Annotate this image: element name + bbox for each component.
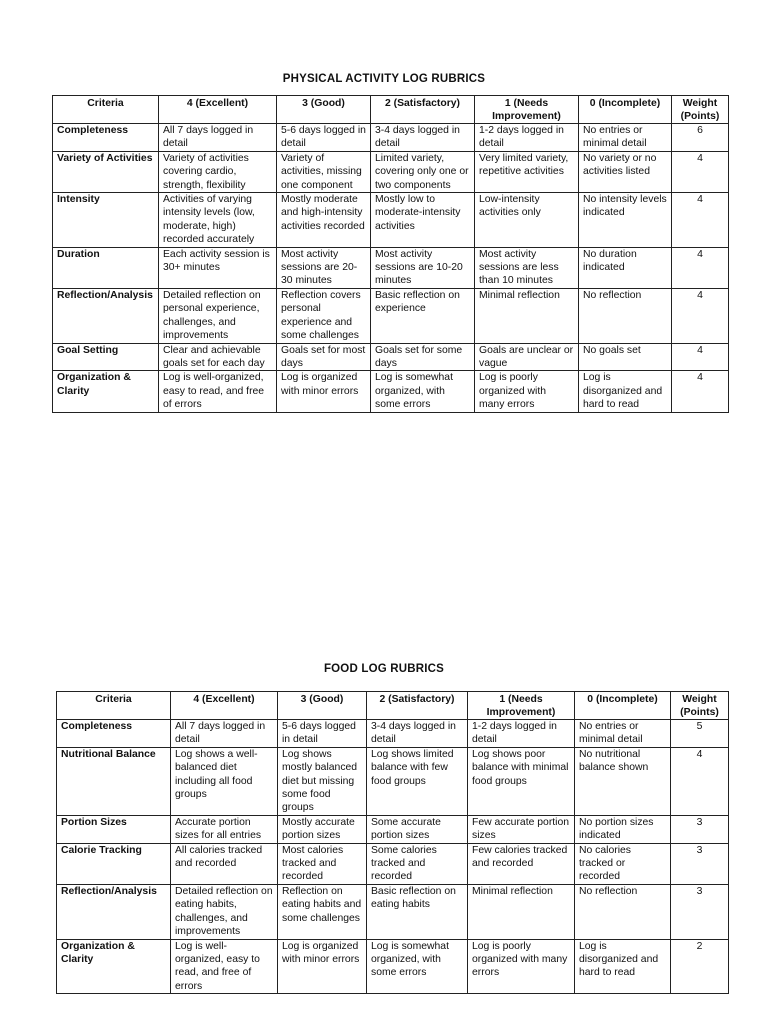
incomplete-cell: No entries or minimal detail xyxy=(575,720,671,748)
header-satisfactory: 2 (Satisfactory) xyxy=(371,96,475,124)
good-cell: Log is organized with minor errors xyxy=(277,371,371,412)
excellent-cell: Log is well-organized, easy to read, and free of errors xyxy=(171,939,278,994)
good-cell: 5-6 days logged in detail xyxy=(277,124,371,152)
header-incomplete: 0 (Incomplete) xyxy=(575,692,671,720)
incomplete-cell: Log is disorganized and hard to read xyxy=(579,371,672,412)
needs-improvement-cell: Minimal reflection xyxy=(475,288,579,343)
needs-improvement-cell: Log is poorly organized with many errors xyxy=(475,371,579,412)
criteria-cell: Completeness xyxy=(57,720,171,748)
excellent-cell: Log shows a well-balanced diet including all food groups xyxy=(171,747,278,815)
criteria-cell: Portion Sizes xyxy=(57,815,171,843)
good-cell: Most calories tracked and recorded xyxy=(278,843,367,884)
excellent-cell: All 7 days logged in detail xyxy=(171,720,278,748)
needs-improvement-cell: Low-intensity activities only xyxy=(475,193,579,248)
header-excellent: 4 (Excellent) xyxy=(159,96,277,124)
table-row xyxy=(53,193,729,248)
satisfactory-cell: Log is somewhat organized, with some errors xyxy=(367,939,468,994)
criteria-cell: Nutritional Balance xyxy=(57,747,171,815)
excellent-cell: Variety of activities covering cardio, strength, flexibility xyxy=(159,151,277,192)
excellent-cell: Detailed reflection on personal experience, challenges, and improvements xyxy=(159,288,277,343)
satisfactory-cell: Mostly low to moderate-intensity activities xyxy=(371,193,475,248)
header-excellent: 4 (Excellent) xyxy=(171,692,278,720)
weight-cell: 3 xyxy=(671,884,729,939)
excellent-cell: All calories tracked and recorded xyxy=(171,843,278,884)
header-satisfactory: 2 (Satisfactory) xyxy=(367,692,468,720)
header-good: 3 (Good) xyxy=(277,96,371,124)
good-cell: Variety of activities, missing one component xyxy=(277,151,371,192)
header-weight: Weight (Points) xyxy=(671,692,729,720)
incomplete-cell: No portion sizes indicated xyxy=(575,815,671,843)
good-cell: Mostly accurate portion sizes xyxy=(278,815,367,843)
weight-cell: 4 xyxy=(672,247,729,288)
weight-cell: 2 xyxy=(671,939,729,994)
satisfactory-cell: Log is somewhat organized, with some errors xyxy=(371,371,475,412)
table-header-row xyxy=(53,96,729,124)
criteria-cell: Reflection/Analysis xyxy=(53,288,159,343)
good-cell: Reflection on eating habits and some challenges xyxy=(278,884,367,939)
weight-cell: 4 xyxy=(672,193,729,248)
table-row xyxy=(53,151,729,192)
needs-improvement-cell: 1-2 days logged in detail xyxy=(468,720,575,748)
weight-cell: 4 xyxy=(672,151,729,192)
satisfactory-cell: Basic reflection on eating habits xyxy=(367,884,468,939)
criteria-cell: Organization & Clarity xyxy=(57,939,171,994)
incomplete-cell: No duration indicated xyxy=(579,247,672,288)
excellent-cell: Accurate portion sizes for all entries xyxy=(171,815,278,843)
table-row xyxy=(53,247,729,288)
good-cell: Mostly moderate and high-intensity activities recorded xyxy=(277,193,371,248)
physical-activity-rubric-table xyxy=(52,95,729,413)
criteria-cell: Organization & Clarity xyxy=(53,371,159,412)
satisfactory-cell: Log shows limited balance with few food groups xyxy=(367,747,468,815)
incomplete-cell: No variety or no activities listed xyxy=(579,151,672,192)
table-header-row xyxy=(57,692,729,720)
excellent-cell: Clear and achievable goals set for each day xyxy=(159,343,277,371)
header-needs-improvement: 1 (Needs Improvement) xyxy=(475,96,579,124)
weight-cell: 5 xyxy=(671,720,729,748)
needs-improvement-cell: Few accurate portion sizes xyxy=(468,815,575,843)
needs-improvement-cell: Minimal reflection xyxy=(468,884,575,939)
header-criteria: Criteria xyxy=(57,692,171,720)
needs-improvement-cell: Most activity sessions are less than 10 minutes xyxy=(475,247,579,288)
weight-cell: 4 xyxy=(671,747,729,815)
incomplete-cell: No reflection xyxy=(575,884,671,939)
criteria-cell: Goal Setting xyxy=(53,343,159,371)
header-good: 3 (Good) xyxy=(278,692,367,720)
table-row xyxy=(57,939,729,994)
criteria-cell: Duration xyxy=(53,247,159,288)
table-row xyxy=(53,288,729,343)
incomplete-cell: No calories tracked or recorded xyxy=(575,843,671,884)
needs-improvement-cell: Goals are unclear or vague xyxy=(475,343,579,371)
table-row xyxy=(57,815,729,843)
excellent-cell: All 7 days logged in detail xyxy=(159,124,277,152)
table-row xyxy=(53,343,729,371)
weight-cell: 4 xyxy=(672,288,729,343)
satisfactory-cell: Some calories tracked and recorded xyxy=(367,843,468,884)
satisfactory-cell: 3-4 days logged in detail xyxy=(367,720,468,748)
header-incomplete: 0 (Incomplete) xyxy=(579,96,672,124)
weight-cell: 6 xyxy=(672,124,729,152)
criteria-cell: Variety of Activities xyxy=(53,151,159,192)
needs-improvement-cell: Log is poorly organized with many errors xyxy=(468,939,575,994)
satisfactory-cell: Some accurate portion sizes xyxy=(367,815,468,843)
incomplete-cell: No reflection xyxy=(579,288,672,343)
table-row xyxy=(53,371,729,412)
physical-activity-title: PHYSICAL ACTIVITY LOG RUBRICS xyxy=(282,73,486,85)
needs-improvement-cell: Log shows poor balance with minimal food groups xyxy=(468,747,575,815)
weight-cell: 3 xyxy=(671,843,729,884)
header-criteria: Criteria xyxy=(53,96,159,124)
header-needs-improvement: 1 (Needs Improvement) xyxy=(468,692,575,720)
good-cell: Reflection covers personal experience and some challenges xyxy=(277,288,371,343)
incomplete-cell: No entries or minimal detail xyxy=(579,124,672,152)
table-row xyxy=(57,843,729,884)
incomplete-cell: No intensity levels indicated xyxy=(579,193,672,248)
good-cell: Most activity sessions are 20-30 minutes xyxy=(277,247,371,288)
satisfactory-cell: Goals set for some days xyxy=(371,343,475,371)
excellent-cell: Detailed reflection on eating habits, challenges, and improvements xyxy=(171,884,278,939)
good-cell: 5-6 days logged in detail xyxy=(278,720,367,748)
needs-improvement-cell: Few calories tracked and recorded xyxy=(468,843,575,884)
satisfactory-cell: 3-4 days logged in detail xyxy=(371,124,475,152)
excellent-cell: Each activity session is 30+ minutes xyxy=(159,247,277,288)
food-log-rubric-table xyxy=(56,691,729,994)
criteria-cell: Intensity xyxy=(53,193,159,248)
good-cell: Goals set for most days xyxy=(277,343,371,371)
incomplete-cell: No nutritional balance shown xyxy=(575,747,671,815)
excellent-cell: Activities of varying intensity levels (low, moderate, high) recorded accurately xyxy=(159,193,277,248)
weight-cell: 3 xyxy=(671,815,729,843)
weight-cell: 4 xyxy=(672,371,729,412)
criteria-cell: Calorie Tracking xyxy=(57,843,171,884)
satisfactory-cell: Limited variety, covering only one or two components xyxy=(371,151,475,192)
header-weight: Weight (Points) xyxy=(672,96,729,124)
criteria-cell: Completeness xyxy=(53,124,159,152)
incomplete-cell: No goals set xyxy=(579,343,672,371)
table-row xyxy=(57,884,729,939)
excellent-cell: Log is well-organized, easy to read, and free of errors xyxy=(159,371,277,412)
table-row xyxy=(57,720,729,748)
incomplete-cell: Log is disorganized and hard to read xyxy=(575,939,671,994)
good-cell: Log shows mostly balanced diet but missing some food groups xyxy=(278,747,367,815)
criteria-cell: Reflection/Analysis xyxy=(57,884,171,939)
weight-cell: 4 xyxy=(672,343,729,371)
table-row xyxy=(57,747,729,815)
needs-improvement-cell: Very limited variety, repetitive activities xyxy=(475,151,579,192)
satisfactory-cell: Most activity sessions are 10-20 minutes xyxy=(371,247,475,288)
good-cell: Log is organized with minor errors xyxy=(278,939,367,994)
food-log-title: FOOD LOG RUBRICS xyxy=(323,663,445,675)
table-row xyxy=(53,124,729,152)
needs-improvement-cell: 1-2 days logged in detail xyxy=(475,124,579,152)
satisfactory-cell: Basic reflection on experience xyxy=(371,288,475,343)
